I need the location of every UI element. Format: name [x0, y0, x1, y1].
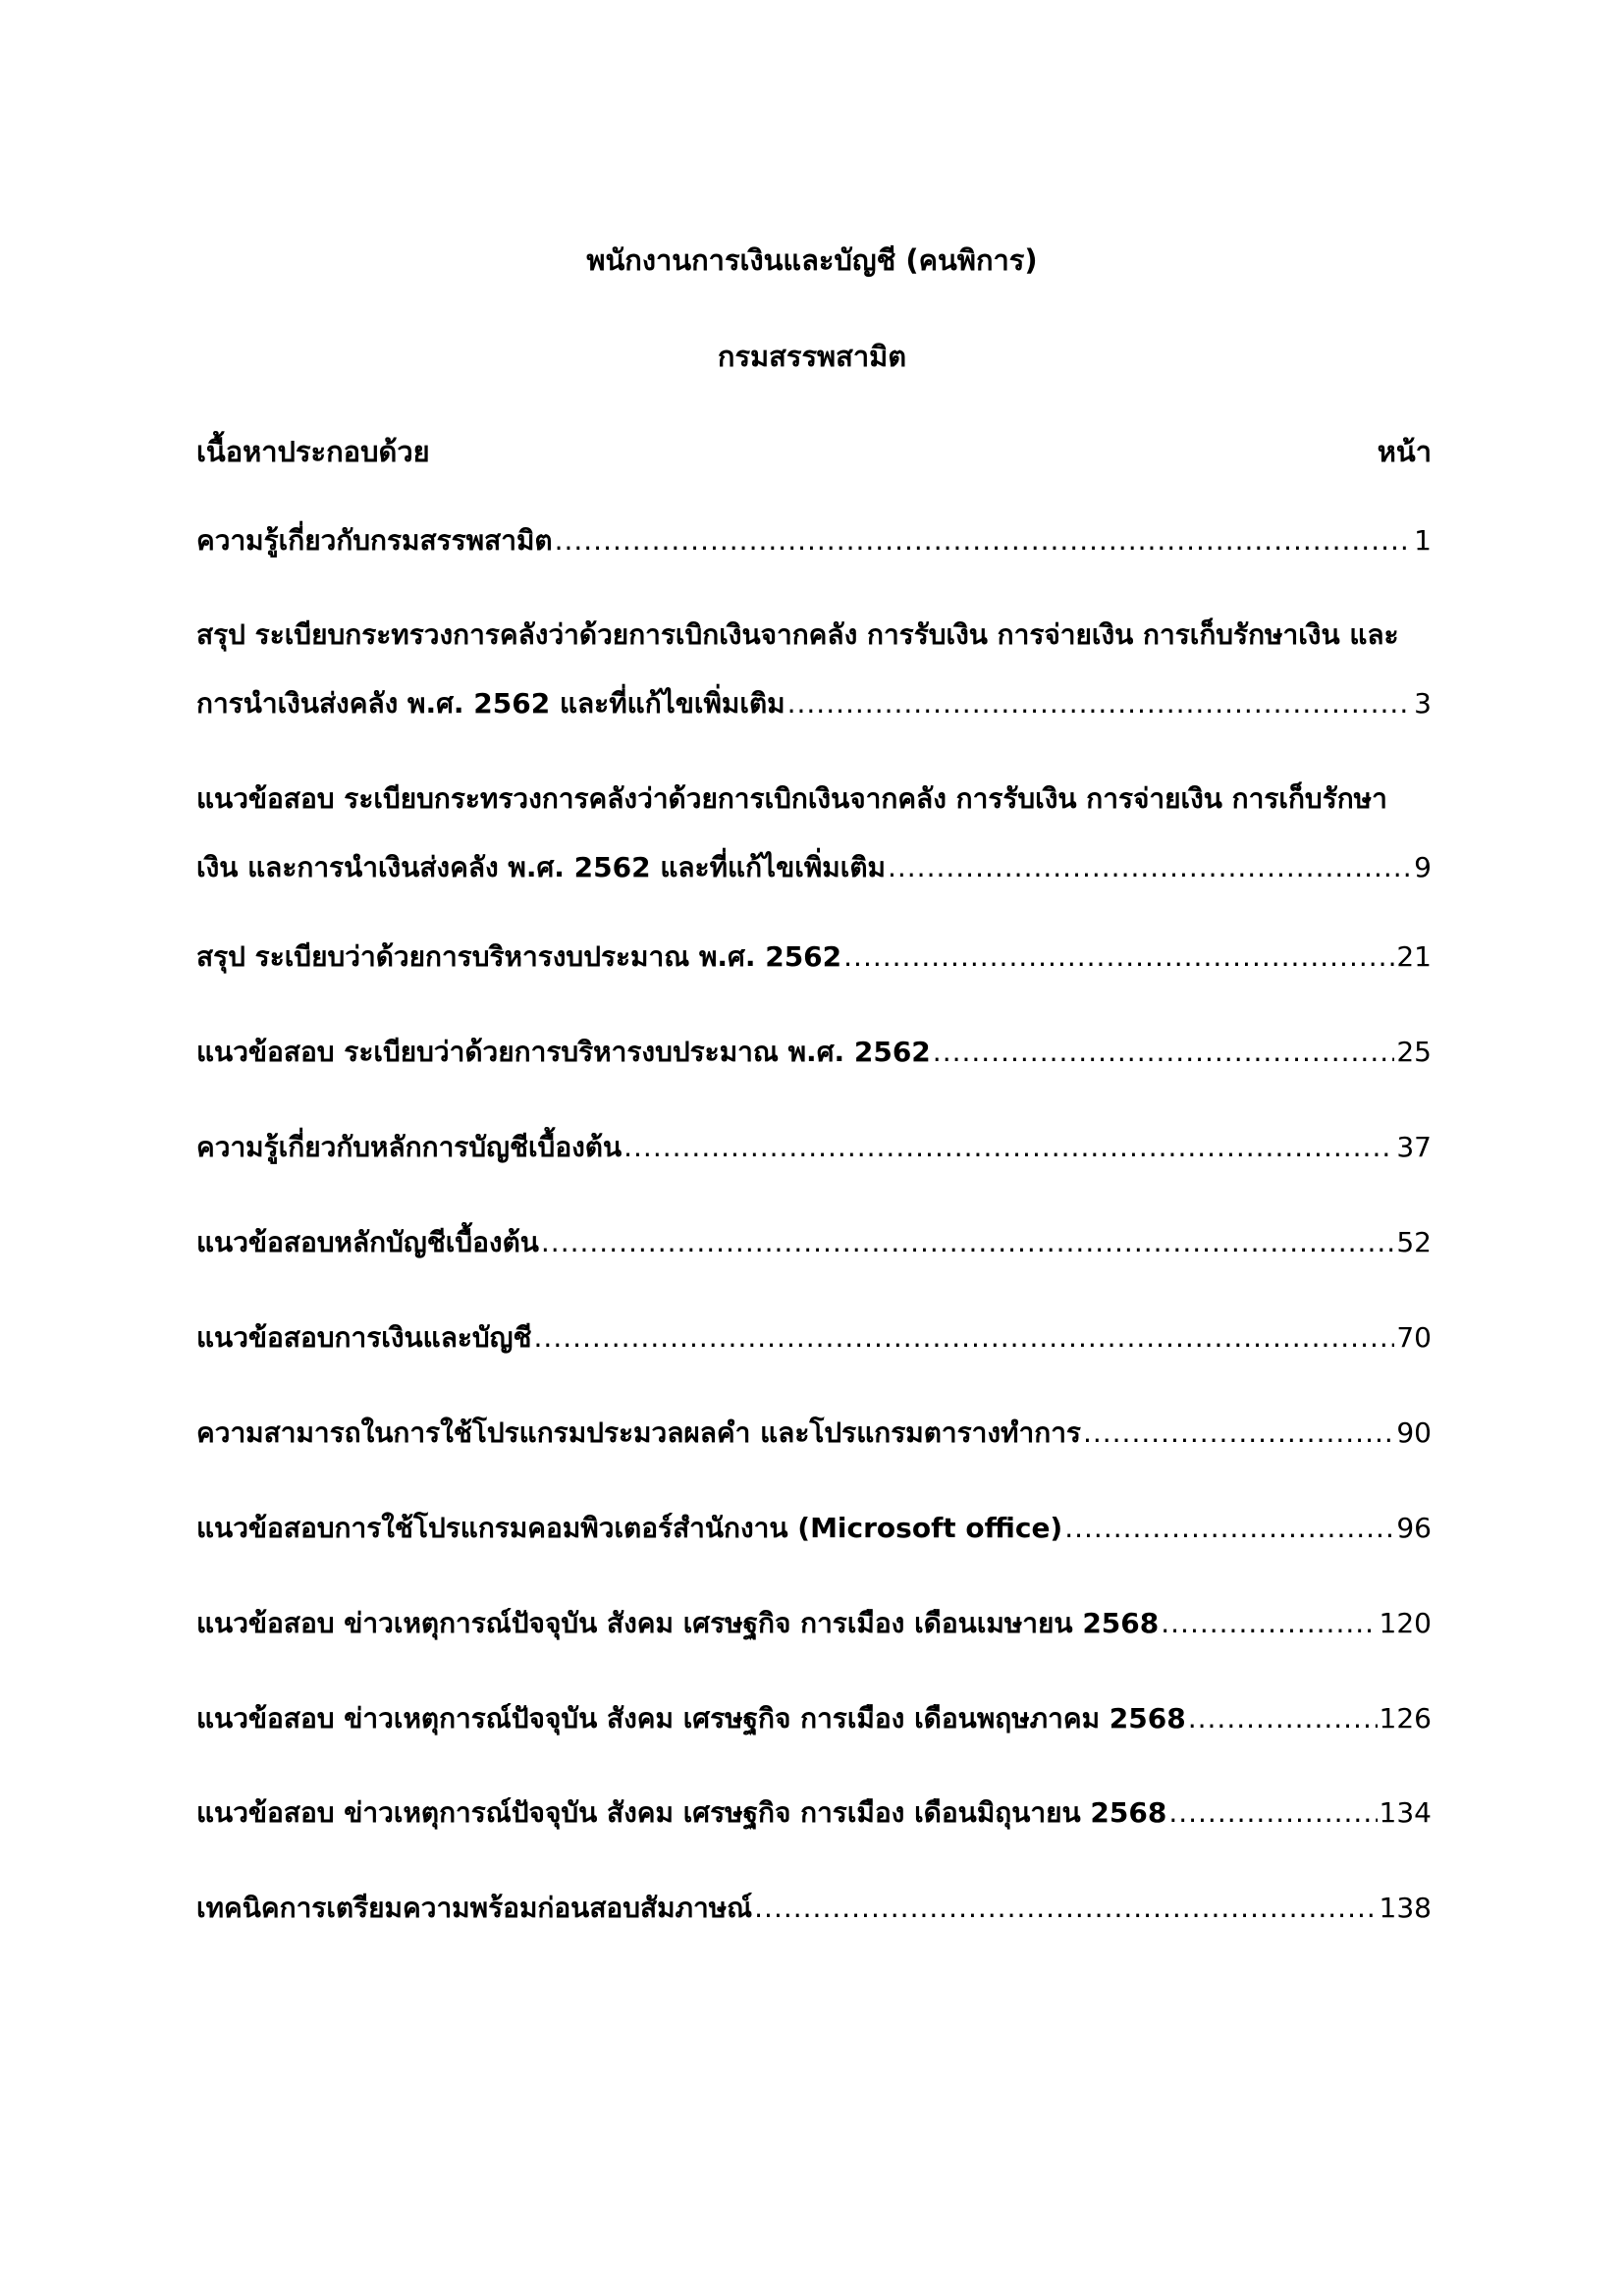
toc-entry-title: แนวข้อสอบ ข่าวเหตุการณ์ปัจจุบัน สังคม เศรษฐกิจ การเมือง เดือนพฤษภาคม 2568: [196, 1702, 1186, 1735]
toc-entry-page: 70: [1396, 1321, 1432, 1354]
dot-leader: [888, 848, 1412, 887]
toc-entry-title: แนวข้อสอบการเงินและบัญชี: [196, 1321, 532, 1354]
toc-entry-title-line1: แนวข้อสอบ ระเบียบกระทรวงการคลังว่าด้วยการเบิกเงินจากคลัง การรับเงิน การจ่ายเงิน การเก็บรักษา: [196, 782, 1387, 815]
dot-leader: [1161, 1604, 1377, 1643]
toc-entry: [196, 937, 1432, 977]
page-column-header: หน้า: [1377, 435, 1432, 468]
toc-entry-title: แนวข้อสอบ ข่าวเหตุการณ์ปัจจุบัน สังคม เศรษฐกิจ การเมือง เดือนเมษายน 2568: [196, 1607, 1160, 1639]
toc-entry-page: 3: [1414, 687, 1432, 720]
toc-entry: [196, 1128, 1432, 1167]
dot-leader: [1064, 1509, 1394, 1548]
dot-leader: [843, 937, 1394, 977]
dot-leader: [555, 521, 1413, 561]
toc-entry-page: 25: [1396, 1036, 1432, 1068]
toc-entry: [196, 521, 1432, 561]
toc-entry: [196, 615, 1432, 723]
toc-entry-page: 134: [1379, 1796, 1432, 1829]
toc-entry-page: 52: [1396, 1226, 1432, 1258]
toc-entry: [196, 1793, 1432, 1833]
dot-leader: [1188, 1699, 1378, 1738]
toc-entry: [196, 1318, 1432, 1358]
toc-entry-title: เงิน และการนำเงินส่งคลัง พ.ศ. 2562 และที่แก้ไขเพิ่มเติม: [196, 851, 886, 883]
toc-entry-title: เทคนิคการเตรียมความพร้อมก่อนสอบสัมภาษณ์: [196, 1892, 753, 1924]
dot-leader: [787, 684, 1413, 723]
toc-entry-page: 21: [1396, 940, 1432, 973]
dot-leader: [541, 1223, 1394, 1262]
toc-entry-page: 138: [1379, 1892, 1432, 1924]
toc-entry-page: 96: [1396, 1512, 1432, 1544]
toc-entry-title: ความรู้เกี่ยวกับกรมสรรพสามิต: [196, 524, 553, 557]
dot-leader: [1083, 1414, 1394, 1453]
toc-entry-title: แนวข้อสอบ ระเบียบว่าด้วยการบริหารงบประมาณ พ.ศ. 2562: [196, 1036, 931, 1068]
contents-header: เนื้อหาประกอบด้วย: [196, 435, 430, 468]
toc-entry-title: แนวข้อสอบหลักบัญชีเบื้องต้น: [196, 1226, 539, 1258]
toc-entry-title: การนำเงินส่งคลัง พ.ศ. 2562 และที่แก้ไขเพิ่มเติม: [196, 687, 785, 720]
toc-entry-page: 37: [1396, 1131, 1432, 1163]
toc-entry-page: 90: [1396, 1416, 1432, 1449]
toc-entry: [196, 1223, 1432, 1262]
toc-entry-page: 120: [1379, 1607, 1432, 1639]
toc-entry: [196, 1414, 1432, 1453]
toc-entry: [196, 1509, 1432, 1548]
dot-leader: [623, 1128, 1394, 1167]
toc-entry-title: แนวข้อสอบ ข่าวเหตุการณ์ปัจจุบัน สังคม เศรษฐกิจ การเมือง เดือนมิถุนายน 2568: [196, 1796, 1167, 1829]
toc-entry-title-line1: สรุป ระเบียบกระทรวงการคลังว่าด้วยการเบิกเงินจากคลัง การรับเงิน การจ่ายเงิน การเก็บรักษาเงิน และ: [196, 618, 1399, 651]
dot-leader: [933, 1033, 1395, 1072]
toc-entry: [196, 779, 1432, 887]
toc-entry: [196, 1889, 1432, 1928]
toc-entry: [196, 1604, 1432, 1643]
toc-entry-title: แนวข้อสอบการใช้โปรแกรมคอมพิวเตอร์สำนักงาน (Microsoft office): [196, 1512, 1063, 1544]
toc-entry-title: สรุป ระเบียบว่าด้วยการบริหารงบประมาณ พ.ศ. 2562: [196, 940, 842, 973]
toc-entry-title: ความสามารถในการใช้โปรแกรมประมวลผลคำ และโปรแกรมตารางทำการ: [196, 1416, 1081, 1449]
toc-entry-page: 9: [1414, 851, 1432, 883]
toc-entry: [196, 1699, 1432, 1738]
document-subtitle: กรมสรรพสามิต: [717, 340, 907, 373]
toc-entry-title: ความรู้เกี่ยวกับหลักการบัญชีเบื้องต้น: [196, 1131, 623, 1163]
dot-leader: [534, 1318, 1395, 1358]
toc-entry-page: 126: [1379, 1702, 1432, 1735]
toc-entry: [196, 1033, 1432, 1072]
dot-leader: [1168, 1793, 1377, 1833]
dot-leader: [754, 1889, 1377, 1928]
toc-entry-page: 1: [1414, 524, 1432, 557]
toc-header: [196, 429, 1432, 474]
document-title: พนักงานการเงินและบัญชี (คนพิการ): [586, 243, 1038, 277]
